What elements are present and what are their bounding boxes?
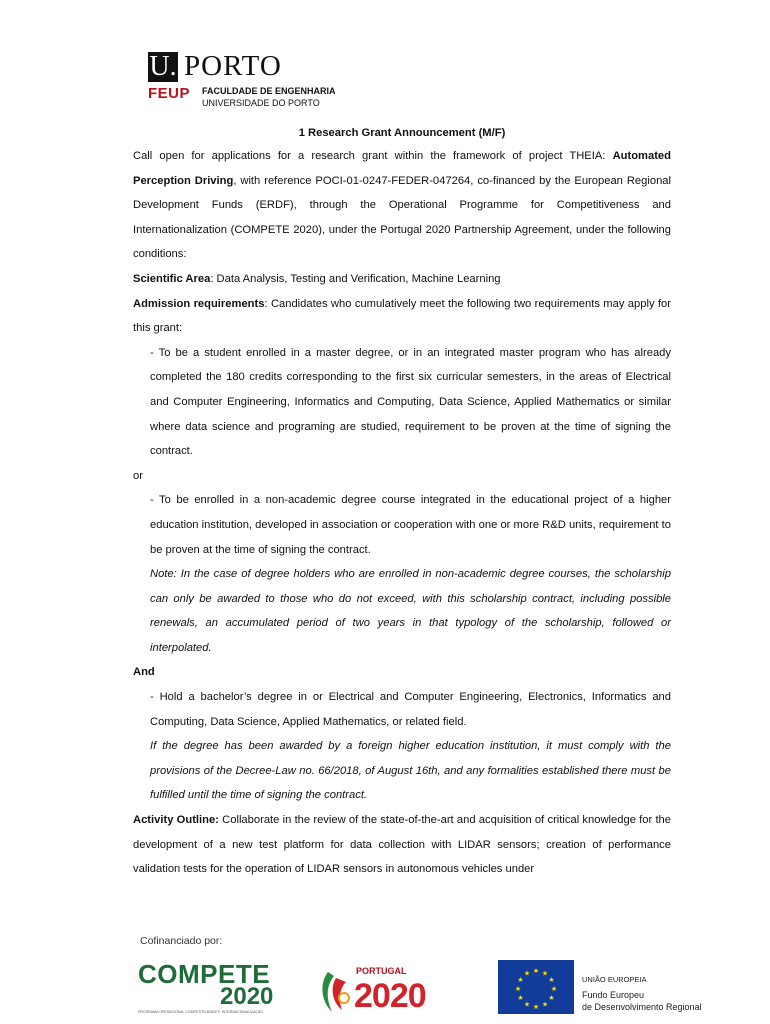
portugal-year: 2020	[354, 977, 426, 1015]
activity-label: Activity Outline:	[133, 814, 219, 827]
note-foreign-degree: If the degree has been awarded by a foreign higher education institution, it must comply with the provisions of the Decree-Law no. 66/2018, of August 16th, and any formalities established there must be fulfilled until the time of signing the contract.	[150, 740, 671, 802]
intro-text-end: , with reference POCI-01-0247-FEDER-047264, co-financed by the European Regional Development Funds (ERDF), through the Operational Programme for Competitiveness and Internationalization (COMPETE 2020), under the Portugal 2020 Partnership Agreement, under the following conditions:	[133, 174, 671, 261]
logo-university-text: UNIVERSIDADE DO PORTO	[202, 98, 320, 108]
project-name: Automated Perception Driving	[133, 150, 671, 187]
activity-outline	[133, 808, 671, 882]
svg-text:★: ★	[532, 967, 540, 975]
and-separator	[133, 660, 671, 685]
requirement-master-degree: - To be a student enrolled in a master degree, or in an integrated master program who has already completed the 180 credits corresponding to the first six curricular semesters, in the areas of Electrical and Computer Engineering, Informatics and Computing, Data Science, Applied Mathematics or similar where data science and programing are studied, requirement to be proven at the time of signing the contract.	[150, 346, 671, 458]
svg-text:★: ★	[548, 994, 555, 1002]
announcement-body	[133, 126, 671, 882]
eu-fund-line1: Fundo Europeu	[582, 990, 645, 1000]
compete-year: 2020	[220, 983, 274, 1010]
document-title: 1 Research Grant Announcement (M/F)	[298, 127, 506, 139]
svg-text:★: ★	[517, 994, 524, 1002]
cofinanced-label: Cofinanciado por:	[140, 935, 223, 947]
admission-requirements	[133, 292, 671, 341]
svg-text:★: ★	[532, 1003, 540, 1011]
svg-text:★: ★	[541, 969, 549, 978]
compete-subtitle: PROGRAMA OPERACIONAL COMPETITIVIDADE E INTERNACIONALIZAÇÃO	[138, 1010, 264, 1014]
eu-fund-line2: de Desenvolvimento Regional	[582, 1002, 702, 1012]
svg-text:★: ★	[523, 969, 531, 978]
scientific-area	[133, 267, 671, 292]
intro-paragraph	[133, 144, 671, 267]
svg-text:★: ★	[550, 985, 558, 993]
logo-u-mark: U.	[149, 51, 177, 82]
portugal-2020-mark-icon	[318, 968, 354, 1016]
logo-faculty-text: FACULDADE DE ENGENHARIA	[202, 86, 336, 96]
requirement-bachelor: - Hold a bachelor’s degree in or Electrical and Computer Engineering, Electronics, Informatics and Computing, Data Science, Applied Mathematics, or related field.	[150, 691, 671, 728]
intro-text-start: Call open for applications for a research grant within the framework of project THEIA:	[133, 150, 613, 162]
eu-name: UNIÃO EUROPEIA	[582, 975, 647, 984]
scientific-area-text: : Data Analysis, Testing and Verification, Machine Learning	[210, 272, 501, 285]
compete-word: COMPETE	[138, 959, 271, 989]
logo-porto-text: PORTO	[184, 50, 282, 82]
note-degree-holders: Note: In the case of degree holders who are enrolled in non-academic degree courses, the scholarship can only be awarded to those who do not exceed, with this scholarship contract, including possible renewals, an accumulated period of two years in that typology of the scholarship, followed or interpolated.	[150, 568, 671, 654]
eu-flag-icon	[498, 960, 574, 1014]
compete-2020-logo	[138, 960, 288, 1020]
eu-fund-text	[582, 974, 702, 1013]
svg-text:★: ★	[541, 1000, 549, 1009]
and-label: And	[133, 666, 155, 679]
portugal-2020-logo	[318, 962, 468, 1020]
svg-text:★: ★	[517, 976, 524, 984]
svg-text:★: ★	[548, 976, 555, 984]
logo-feup-text: FEUP	[148, 85, 191, 102]
svg-text:★: ★	[514, 985, 522, 993]
svg-text:★: ★	[523, 1000, 531, 1009]
activity-text: Collaborate in the review of the state-of-the-art and acquisition of critical knowledge for the development of a new test platform for data collection with LIDAR sensors; creation of performance validation tests for the operation of LIDAR sensors in autonomous vehicles under	[133, 814, 671, 876]
admission-label: Admission requirements	[133, 297, 265, 310]
scientific-area-label: Scientific Area	[133, 272, 211, 285]
admission-text: : Candidates who cumulatively meet the following two requirements may apply for this grant:	[133, 297, 671, 335]
or-separator: or	[133, 469, 143, 482]
requirement-non-academic: - To be enrolled in a non-academic degree course integrated in the educational project of a higher education institution, developed in association or cooperation with one or more R&D units, requirement to be proven at the time of signing the contract.	[150, 494, 671, 556]
portugal-label: PORTUGAL	[356, 966, 407, 976]
